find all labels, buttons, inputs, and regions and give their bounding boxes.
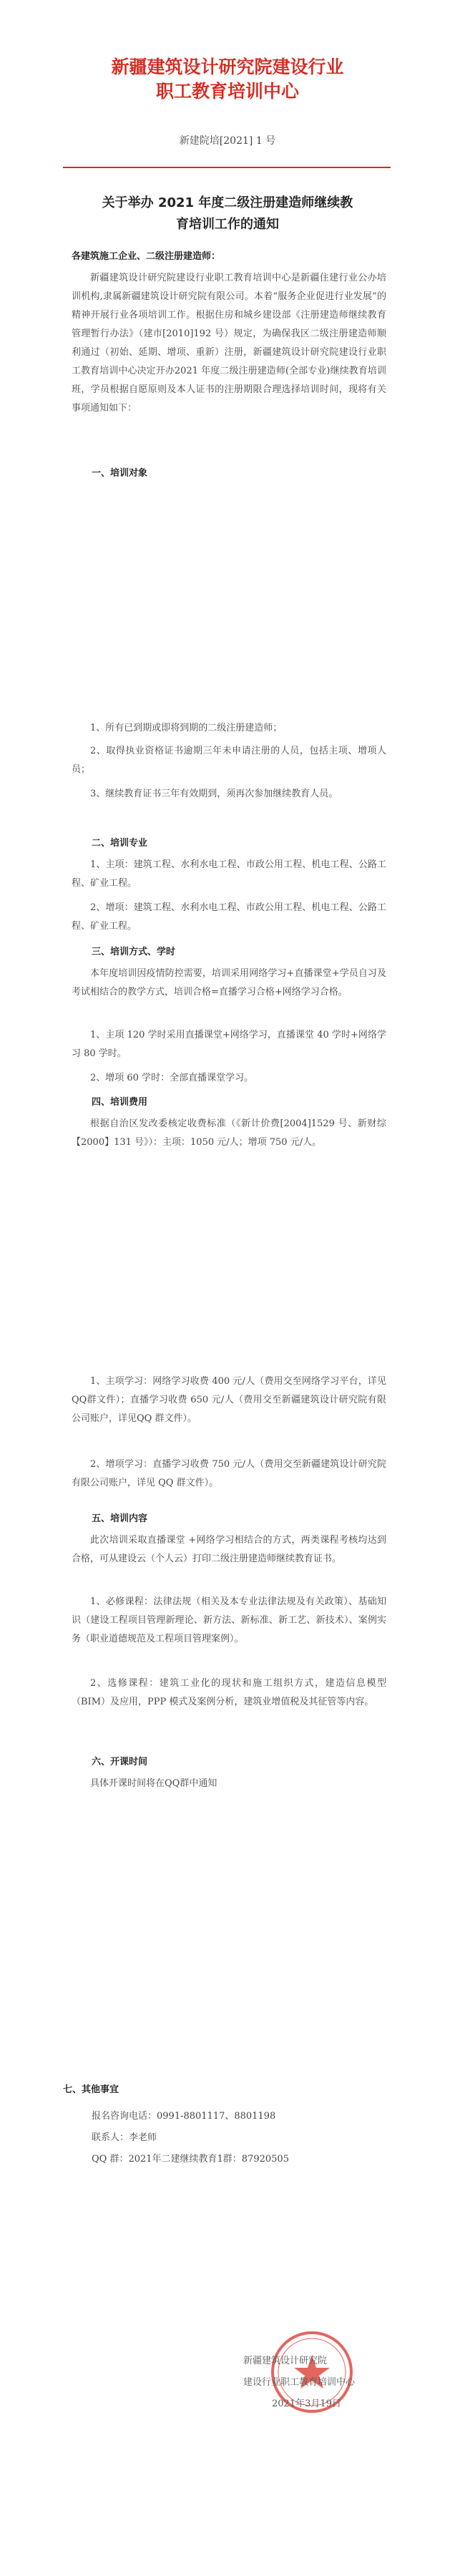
salutation: 各建筑施工企业、二级注册建造师： [72, 251, 221, 262]
header-title-line2: 职工教育培训中心 [155, 81, 299, 102]
sec1-item-2: 2、取得执业资格证书逾期三年未申请注册的人员，包括主项、增项人员； [72, 746, 386, 775]
sec3-item-3: 2、增项 60 学时：全部直播课堂学习。 [90, 1073, 254, 1083]
signature-date: 2021年3月19日 [272, 2399, 341, 2409]
sec4-item-2: 1、主项学习：网络学习收费 400 元/人（费用交至网络学习平台，详见QQ群文件）；直播学习收费 650 元/人（费用交至新疆建筑设计研究院有限公司账户，详见QQ 群文件）。 [72, 1376, 386, 1424]
contact-qq-group: QQ 群：2021年二建继续教育1群：87920505 [92, 2154, 289, 2165]
section-heading-7: 七、其他事宜 [63, 2084, 119, 2095]
sec6-item-1: 具体开课时间将在QQ群中通知 [90, 1778, 217, 1789]
header-title-line1: 新疆建筑设计研究院建设行业 [111, 57, 344, 77]
contact-person: 联系人：李老师 [92, 2132, 157, 2143]
signature-line2: 建设行业职工教育培训中心 [243, 2377, 356, 2388]
sec1-item-1: 1、所有已到期或即将到期的二级注册建造师； [90, 723, 283, 733]
subject-line1: 关于举办 2021 年度二级注册建造师继续教 [102, 195, 353, 210]
header-divider [63, 167, 391, 168]
sec2-item-1: 1、主项：建筑工程、水利水电工程、市政公用工程、机电工程、公路工程、矿业工程。 [72, 859, 386, 889]
section-heading-4: 四、培训费用 [92, 1097, 148, 1108]
sec4-item-1: 根据自治区发改委核定收费标准（《新计价费[2004]1529 号、新财综【2000】131 号》）：主项：1050 元/人；增项 750 元/人。 [72, 1118, 386, 1148]
sec3-item-2: 1、主项 120 学时采用直播课堂+网络学习，直播课堂 40 学时+网络学习 80 学时。 [72, 1030, 386, 1059]
section-heading-1: 一、培训对象 [92, 468, 148, 479]
sec3-item-1: 本年度培训因疫情防控需要，培训采用网络学习+直播课堂+学员自习及考试相结合的教学方式，培训合格=直播学习合格+网络学习合格。 [72, 968, 386, 997]
section-heading-5: 五、培训内容 [92, 1513, 148, 1524]
document-number: 新建院培[2021] 1 号 [179, 135, 276, 147]
subject-line2: 育培训工作的通知 [176, 217, 279, 232]
sec1-item-3: 3、继续教育证书三年有效期到，须再次参加继续教育人员。 [90, 789, 338, 799]
signature-line1: 新疆建筑设计研究院 [243, 2356, 328, 2366]
contact-phone: 报名咨询电话：0991-8801117、8801198 [92, 2111, 276, 2122]
sec5-item-2: 1、必修课程：法律法规（相关及本专业法律法规及有关政策）、基础知识（建设工程项目管理新理论、新方法、新标准、新工艺、新技术）、案例实务（职业道德规范及工程项目管理案例）。 [72, 1596, 386, 1644]
sec5-item-3: 2、选修课程：建筑工业化的现状和施工组织方式，建造信息模型（BIM）及应用，PPP 模式及案例分析，建筑业增值税及其征管等内容。 [72, 1678, 386, 1707]
sec2-item-2: 2、增项：建筑工程、水利水电工程、市政公用工程、机电工程、公路工程、矿业工程。 [72, 902, 386, 932]
sec4-item-3: 2、增项学习：直播学习收费 750 元/人（费用交至新疆建筑设计研究院有限公司账户，详见 QQ 群文件）。 [72, 1459, 386, 1488]
section-heading-6: 六、开课时间 [92, 1757, 148, 1767]
section-heading-3: 三、培训方式、学时 [92, 947, 176, 957]
sec5-item-1: 此次培训采取直播课堂 +网络学习相结合的方式，两类课程考核均达到合格，可从建设云（个人云）打印二级注册建造师继续教育证书。 [72, 1535, 386, 1564]
section-heading-2: 二、培训专业 [92, 838, 148, 849]
intro-paragraph: 新疆建筑设计研究院建设行业职工教育培训中心是新疆住建行业公办培训机构,隶属新疆建筑设计研究院有限公司。本着“服务企业促进行业发展”的精神开展行业各项培训工作。根据住房和城乡建设部《注册建造师继续教育管理暂行办法》（建市[2010]192 号）规定，为确保我区二级注册建造师顺利通过（初始、延期、增项、重新）注册，新疆建筑设计研究院建设行业职工教育培训中心决定开办2021 年度二级注册建造师(全部专业)继续教育培训班，学员根据自愿原则及本人证书的注册期限合理选择培训时间，现将有关事项通知如下： [72, 273, 386, 414]
